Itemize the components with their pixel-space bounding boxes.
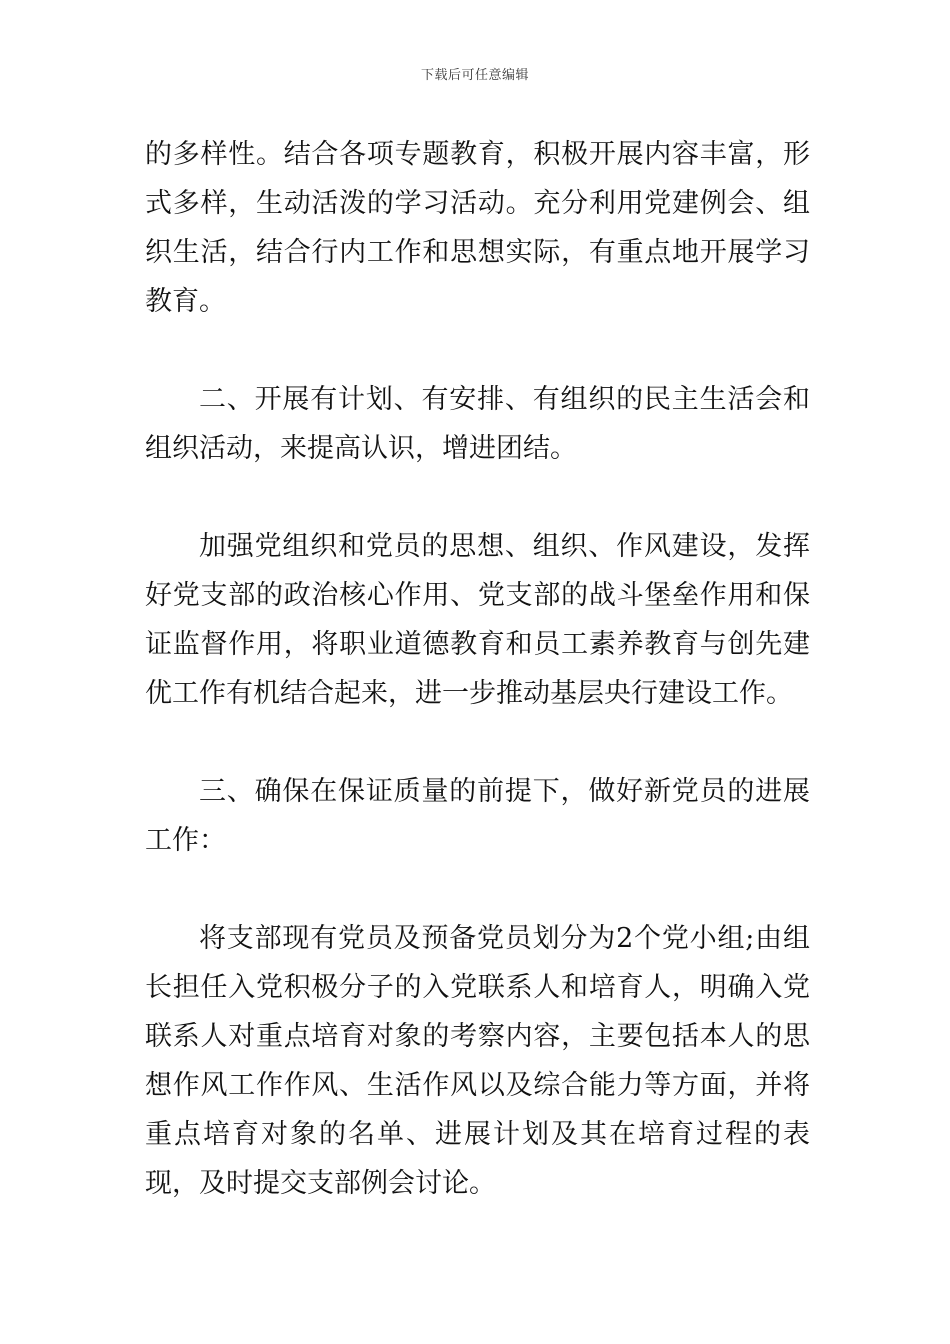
- paragraph-4: 三、确保在保证质量的前提下，做好新党员的进展工作：: [145, 776, 810, 856]
- paragraph-2: 二、开展有计划、有安排、有组织的民主生活会和组织活动，来提高认识，增进团结。: [145, 384, 810, 464]
- paragraph-3: 加强党组织和党员的思想、组织、作风建设，发挥好党支部的政治核心作用、党支部的战斗堡垒作用和保证监督作用，将职业道德教育和员工素养教育与创先建优工作有机结合起来，进一步推动基层央行建设工作。: [145, 531, 810, 709]
- page-header: 下载后可任意编辑: [420, 68, 529, 83]
- document-body: [145, 130, 810, 1208]
- paragraph-1: 的多样性。结合各项专题教育，积极开展内容丰富，形式多样，生动活泼的学习活动。充分利用党建例会、组织生活，结合行内工作和思想实际，有重点地开展学习教育。: [145, 139, 810, 317]
- paragraph-5: 将支部现有党员及预备党员划分为2个党小组;由组长担任入党积极分子的入党联系人和培育人，明确入党联系人对重点培育对象的考察内容，主要包括本人的思想作风工作作风、生活作风以及综合能力等方面，并将重点培育对象的名单、进展计划及其在培育过程的表现，及时提交支部例会讨论。: [145, 923, 810, 1199]
